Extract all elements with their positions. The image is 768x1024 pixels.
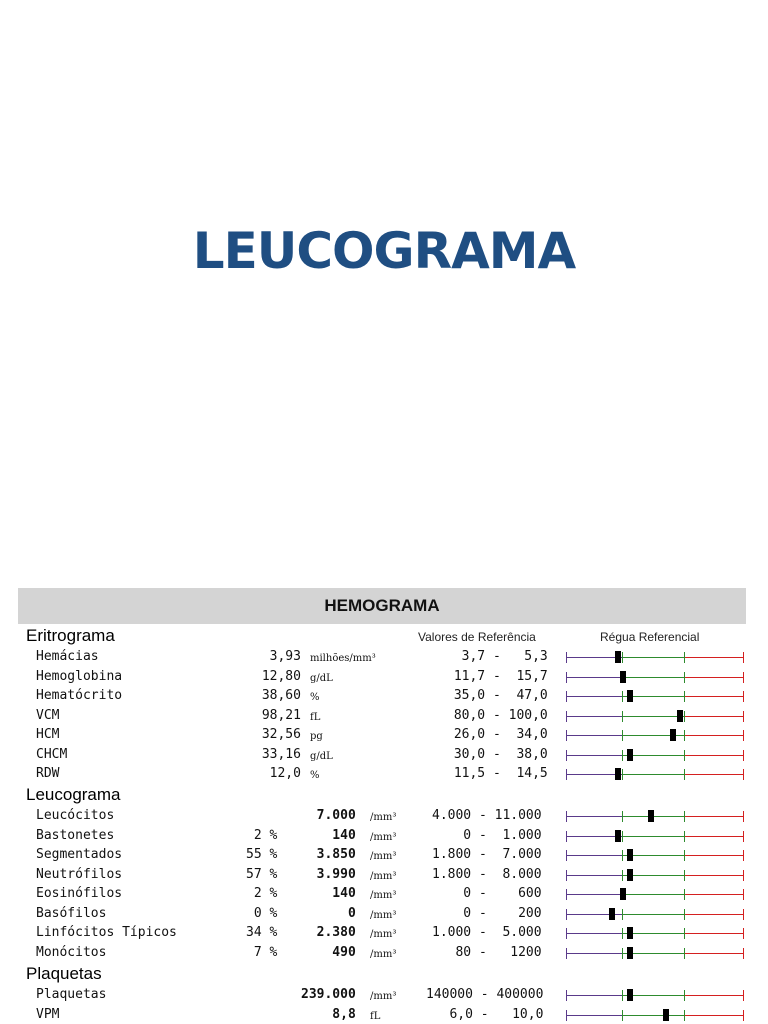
ruler-segment bbox=[566, 953, 622, 954]
ruler-segment bbox=[684, 875, 744, 876]
ruler-segment bbox=[622, 716, 684, 717]
ruler-tick bbox=[622, 691, 623, 702]
ruler-tick bbox=[743, 750, 744, 761]
ruler-marker bbox=[627, 869, 633, 881]
ruler-tick bbox=[743, 691, 744, 702]
ruler-tick bbox=[743, 850, 744, 861]
ruler-marker bbox=[663, 1009, 669, 1021]
row-name: Eosinófilos bbox=[36, 886, 123, 901]
row-value: 2.380 bbox=[301, 925, 356, 940]
ruler-tick bbox=[743, 948, 744, 959]
ruler-tick bbox=[684, 928, 685, 939]
row-unit: milhões/mm³ bbox=[310, 653, 376, 664]
ruler-tick bbox=[566, 831, 567, 842]
ruler-segment bbox=[566, 855, 622, 856]
reference-ruler bbox=[566, 670, 746, 684]
slide-title: LEUCOGRAMA bbox=[192, 222, 576, 280]
ruler-tick bbox=[743, 1010, 744, 1021]
row-name: CHCM bbox=[36, 746, 68, 762]
ruler-tick bbox=[684, 691, 685, 702]
ruler-tick bbox=[622, 948, 623, 959]
ruler-tick bbox=[684, 990, 685, 1001]
row-reference: 6,0 - 10,0 bbox=[426, 1006, 544, 1022]
ruler-tick bbox=[622, 990, 623, 1001]
row-unit: fL bbox=[370, 1010, 381, 1022]
ruler-segment bbox=[684, 1015, 744, 1016]
ruler-segment bbox=[684, 774, 744, 775]
ruler-tick bbox=[743, 928, 744, 939]
reference-ruler bbox=[566, 988, 746, 1002]
ruler-segment bbox=[566, 995, 622, 996]
ruler-segment bbox=[566, 875, 622, 876]
reference-ruler bbox=[566, 887, 746, 901]
row-name: Plaquetas bbox=[36, 987, 107, 1002]
row-reference: 140000 - 400000 bbox=[426, 987, 544, 1002]
ruler-segment bbox=[622, 836, 684, 837]
col-header-ruler: Régua Referencial bbox=[600, 630, 700, 644]
ruler-segment bbox=[684, 735, 744, 736]
row-reference: 1.800 - 8.000 bbox=[432, 866, 542, 882]
ruler-tick bbox=[566, 928, 567, 939]
row-unit: g/dL bbox=[310, 750, 333, 762]
ruler-tick bbox=[566, 652, 567, 663]
row-value: 3,93 bbox=[254, 649, 301, 664]
ruler-marker bbox=[670, 729, 676, 741]
ruler-segment bbox=[566, 755, 622, 756]
row-value: 32,56 bbox=[254, 727, 301, 742]
section-eritrograma: Eritrograma bbox=[26, 626, 115, 645]
ruler-marker bbox=[615, 768, 621, 780]
row-percent: 0 % bbox=[246, 905, 278, 921]
row-percent: 2 % bbox=[246, 827, 278, 843]
ruler-segment bbox=[566, 677, 622, 678]
row-unit: /mm³ bbox=[370, 991, 397, 1002]
ruler-tick bbox=[566, 889, 567, 900]
row-unit: % bbox=[310, 770, 320, 781]
row-unit: /mm³ bbox=[370, 909, 397, 921]
row-value: 12,0 bbox=[254, 766, 301, 781]
ruler-tick bbox=[622, 730, 623, 741]
ruler-tick bbox=[684, 730, 685, 741]
row-reference: 0 - 1.000 bbox=[432, 827, 542, 843]
reference-ruler bbox=[566, 809, 746, 823]
ruler-segment bbox=[684, 933, 744, 934]
ruler-segment bbox=[566, 836, 622, 837]
section-plaquetas: Plaquetas bbox=[26, 964, 102, 983]
ruler-tick bbox=[622, 831, 623, 842]
ruler-segment bbox=[684, 855, 744, 856]
ruler-tick bbox=[684, 1010, 685, 1021]
ruler-segment bbox=[566, 657, 622, 658]
hemograma-report bbox=[18, 588, 746, 1024]
ruler-marker bbox=[627, 690, 633, 702]
ruler-tick bbox=[684, 889, 685, 900]
row-name: Segmentados bbox=[36, 847, 123, 862]
row-name: Hematócrito bbox=[36, 688, 123, 703]
section-leucograma: Leucograma bbox=[26, 785, 121, 804]
row-value: 38,60 bbox=[254, 688, 301, 703]
ruler-tick bbox=[684, 811, 685, 822]
ruler-tick bbox=[743, 652, 744, 663]
row-reference: 11,7 - 15,7 bbox=[446, 668, 548, 684]
ruler-marker bbox=[627, 849, 633, 861]
ruler-tick bbox=[684, 850, 685, 861]
ruler-tick bbox=[566, 750, 567, 761]
ruler-tick bbox=[622, 928, 623, 939]
ruler-segment bbox=[566, 894, 622, 895]
row-reference: 26,0 - 34,0 bbox=[446, 727, 548, 742]
reference-ruler bbox=[566, 907, 746, 921]
reference-ruler bbox=[566, 1008, 746, 1022]
row-name: Neutrófilos bbox=[36, 866, 123, 882]
ruler-tick bbox=[566, 811, 567, 822]
row-percent: 57 % bbox=[246, 866, 278, 882]
row-name: Linfócitos Típicos bbox=[36, 925, 177, 940]
row-unit: % bbox=[310, 692, 320, 703]
row-value: 12,80 bbox=[254, 668, 301, 684]
ruler-tick bbox=[684, 870, 685, 881]
row-value: 7.000 bbox=[301, 808, 356, 823]
row-value: 3.990 bbox=[301, 866, 356, 882]
ruler-segment bbox=[684, 657, 744, 658]
row-name: Monócitos bbox=[36, 944, 107, 960]
ruler-segment bbox=[684, 894, 744, 895]
row-unit: /mm³ bbox=[370, 890, 397, 901]
ruler-segment bbox=[684, 755, 744, 756]
row-unit: fL bbox=[310, 711, 321, 723]
row-name: Leucócitos bbox=[36, 808, 115, 823]
reference-ruler bbox=[566, 946, 746, 960]
ruler-segment bbox=[684, 995, 744, 996]
row-name: HCM bbox=[36, 727, 60, 742]
ruler-tick bbox=[684, 769, 685, 780]
ruler-segment bbox=[566, 716, 622, 717]
ruler-tick bbox=[684, 948, 685, 959]
ruler-tick bbox=[743, 990, 744, 1001]
row-reference: 30,0 - 38,0 bbox=[446, 746, 548, 762]
ruler-tick bbox=[566, 691, 567, 702]
ruler-tick bbox=[622, 909, 623, 920]
ruler-tick bbox=[566, 850, 567, 861]
ruler-marker bbox=[648, 810, 654, 822]
ruler-tick bbox=[743, 672, 744, 683]
row-reference: 1.800 - 7.000 bbox=[432, 847, 542, 862]
row-value: 8,8 bbox=[301, 1006, 356, 1022]
ruler-tick bbox=[566, 990, 567, 1001]
row-unit: pg bbox=[310, 731, 323, 742]
row-name: Basófilos bbox=[36, 905, 107, 921]
ruler-tick bbox=[622, 850, 623, 861]
ruler-marker bbox=[627, 927, 633, 939]
row-reference: 3,7 - 5,3 bbox=[446, 649, 548, 664]
ruler-segment bbox=[684, 696, 744, 697]
ruler-segment bbox=[622, 1015, 684, 1016]
row-value: 3.850 bbox=[301, 847, 356, 862]
row-value: 33,16 bbox=[254, 746, 301, 762]
ruler-tick bbox=[743, 811, 744, 822]
ruler-tick bbox=[622, 870, 623, 881]
row-unit: /mm³ bbox=[370, 948, 397, 960]
report-title: HEMOGRAMA bbox=[18, 588, 746, 624]
row-percent: 34 % bbox=[246, 925, 278, 940]
ruler-marker bbox=[627, 947, 633, 959]
row-unit: /mm³ bbox=[370, 831, 397, 843]
ruler-tick bbox=[622, 1010, 623, 1021]
ruler-tick bbox=[743, 889, 744, 900]
ruler-tick bbox=[566, 948, 567, 959]
ruler-tick bbox=[566, 730, 567, 741]
ruler-tick bbox=[566, 711, 567, 722]
ruler-segment bbox=[566, 933, 622, 934]
ruler-tick bbox=[622, 652, 623, 663]
ruler-tick bbox=[684, 652, 685, 663]
ruler-tick bbox=[684, 711, 685, 722]
row-reference: 4.000 - 11.000 bbox=[432, 808, 542, 823]
row-unit: /mm³ bbox=[370, 870, 397, 882]
ruler-tick bbox=[566, 870, 567, 881]
ruler-tick bbox=[684, 909, 685, 920]
ruler-tick bbox=[684, 672, 685, 683]
row-value: 140 bbox=[301, 827, 356, 843]
ruler-marker bbox=[627, 989, 633, 1001]
row-value: 0 bbox=[301, 905, 356, 921]
ruler-tick bbox=[684, 831, 685, 842]
reference-ruler bbox=[566, 926, 746, 940]
ruler-tick bbox=[622, 711, 623, 722]
ruler-segment bbox=[684, 914, 744, 915]
row-reference: 1.000 - 5.000 bbox=[432, 925, 542, 940]
row-name: VCM bbox=[36, 707, 60, 723]
row-name: Hemácias bbox=[36, 649, 99, 664]
ruler-segment bbox=[566, 696, 622, 697]
ruler-tick bbox=[622, 750, 623, 761]
ruler-marker bbox=[677, 710, 683, 722]
ruler-segment bbox=[622, 657, 684, 658]
ruler-tick bbox=[743, 711, 744, 722]
ruler-marker bbox=[615, 830, 621, 842]
row-name: Hemoglobina bbox=[36, 668, 123, 684]
ruler-tick bbox=[743, 909, 744, 920]
reference-ruler bbox=[566, 848, 746, 862]
ruler-segment bbox=[684, 953, 744, 954]
row-name: Bastonetes bbox=[36, 827, 115, 843]
ruler-marker bbox=[620, 671, 626, 683]
ruler-segment bbox=[684, 836, 744, 837]
ruler-tick bbox=[743, 769, 744, 780]
ruler-tick bbox=[566, 672, 567, 683]
ruler-segment bbox=[622, 894, 684, 895]
row-value: 490 bbox=[301, 944, 356, 960]
ruler-tick bbox=[566, 909, 567, 920]
row-reference: 11,5 - 14,5 bbox=[446, 766, 548, 781]
ruler-tick bbox=[622, 811, 623, 822]
row-unit: /mm³ bbox=[370, 851, 397, 862]
row-value: 98,21 bbox=[254, 707, 301, 723]
row-unit: g/dL bbox=[310, 672, 333, 684]
ruler-segment bbox=[622, 774, 684, 775]
reference-ruler bbox=[566, 728, 746, 742]
row-name: RDW bbox=[36, 766, 60, 781]
row-percent bbox=[246, 808, 277, 824]
row-reference: 80 - 1200 bbox=[432, 944, 542, 960]
ruler-tick bbox=[566, 1010, 567, 1021]
ruler-segment bbox=[566, 735, 622, 736]
row-percent: 7 % bbox=[246, 944, 278, 960]
reference-ruler bbox=[566, 709, 746, 723]
row-unit: /mm³ bbox=[370, 812, 397, 823]
ruler-marker bbox=[615, 651, 621, 663]
row-percent: 55 % bbox=[246, 847, 278, 862]
reference-ruler bbox=[566, 868, 746, 882]
row-reference: 0 - 600 bbox=[432, 886, 542, 901]
row-reference: 35,0 - 47,0 bbox=[446, 688, 548, 703]
ruler-tick bbox=[743, 870, 744, 881]
reference-ruler bbox=[566, 767, 746, 781]
row-reference: 0 - 200 bbox=[432, 905, 542, 921]
reference-ruler bbox=[566, 650, 746, 664]
ruler-segment bbox=[684, 816, 744, 817]
ruler-tick bbox=[566, 769, 567, 780]
row-value: 239.000 bbox=[301, 987, 356, 1002]
ruler-marker bbox=[609, 908, 615, 920]
row-name: VPM bbox=[36, 1006, 60, 1022]
reference-ruler bbox=[566, 689, 746, 703]
reference-ruler bbox=[566, 829, 746, 843]
ruler-segment bbox=[566, 816, 622, 817]
row-value: 140 bbox=[301, 886, 356, 901]
ruler-tick bbox=[743, 831, 744, 842]
ruler-marker bbox=[620, 888, 626, 900]
ruler-segment bbox=[566, 1015, 622, 1016]
ruler-segment bbox=[566, 774, 622, 775]
col-header-reference: Valores de Referência bbox=[418, 630, 536, 644]
ruler-tick bbox=[684, 750, 685, 761]
ruler-segment bbox=[622, 677, 684, 678]
row-unit: /mm³ bbox=[370, 929, 397, 940]
ruler-segment bbox=[684, 677, 744, 678]
row-percent: 2 % bbox=[246, 886, 278, 901]
ruler-marker bbox=[627, 749, 633, 761]
row-reference: 80,0 - 100,0 bbox=[446, 707, 548, 723]
ruler-segment bbox=[684, 716, 744, 717]
ruler-tick bbox=[743, 730, 744, 741]
reference-ruler bbox=[566, 748, 746, 762]
ruler-segment bbox=[622, 914, 684, 915]
ruler-tick bbox=[622, 769, 623, 780]
